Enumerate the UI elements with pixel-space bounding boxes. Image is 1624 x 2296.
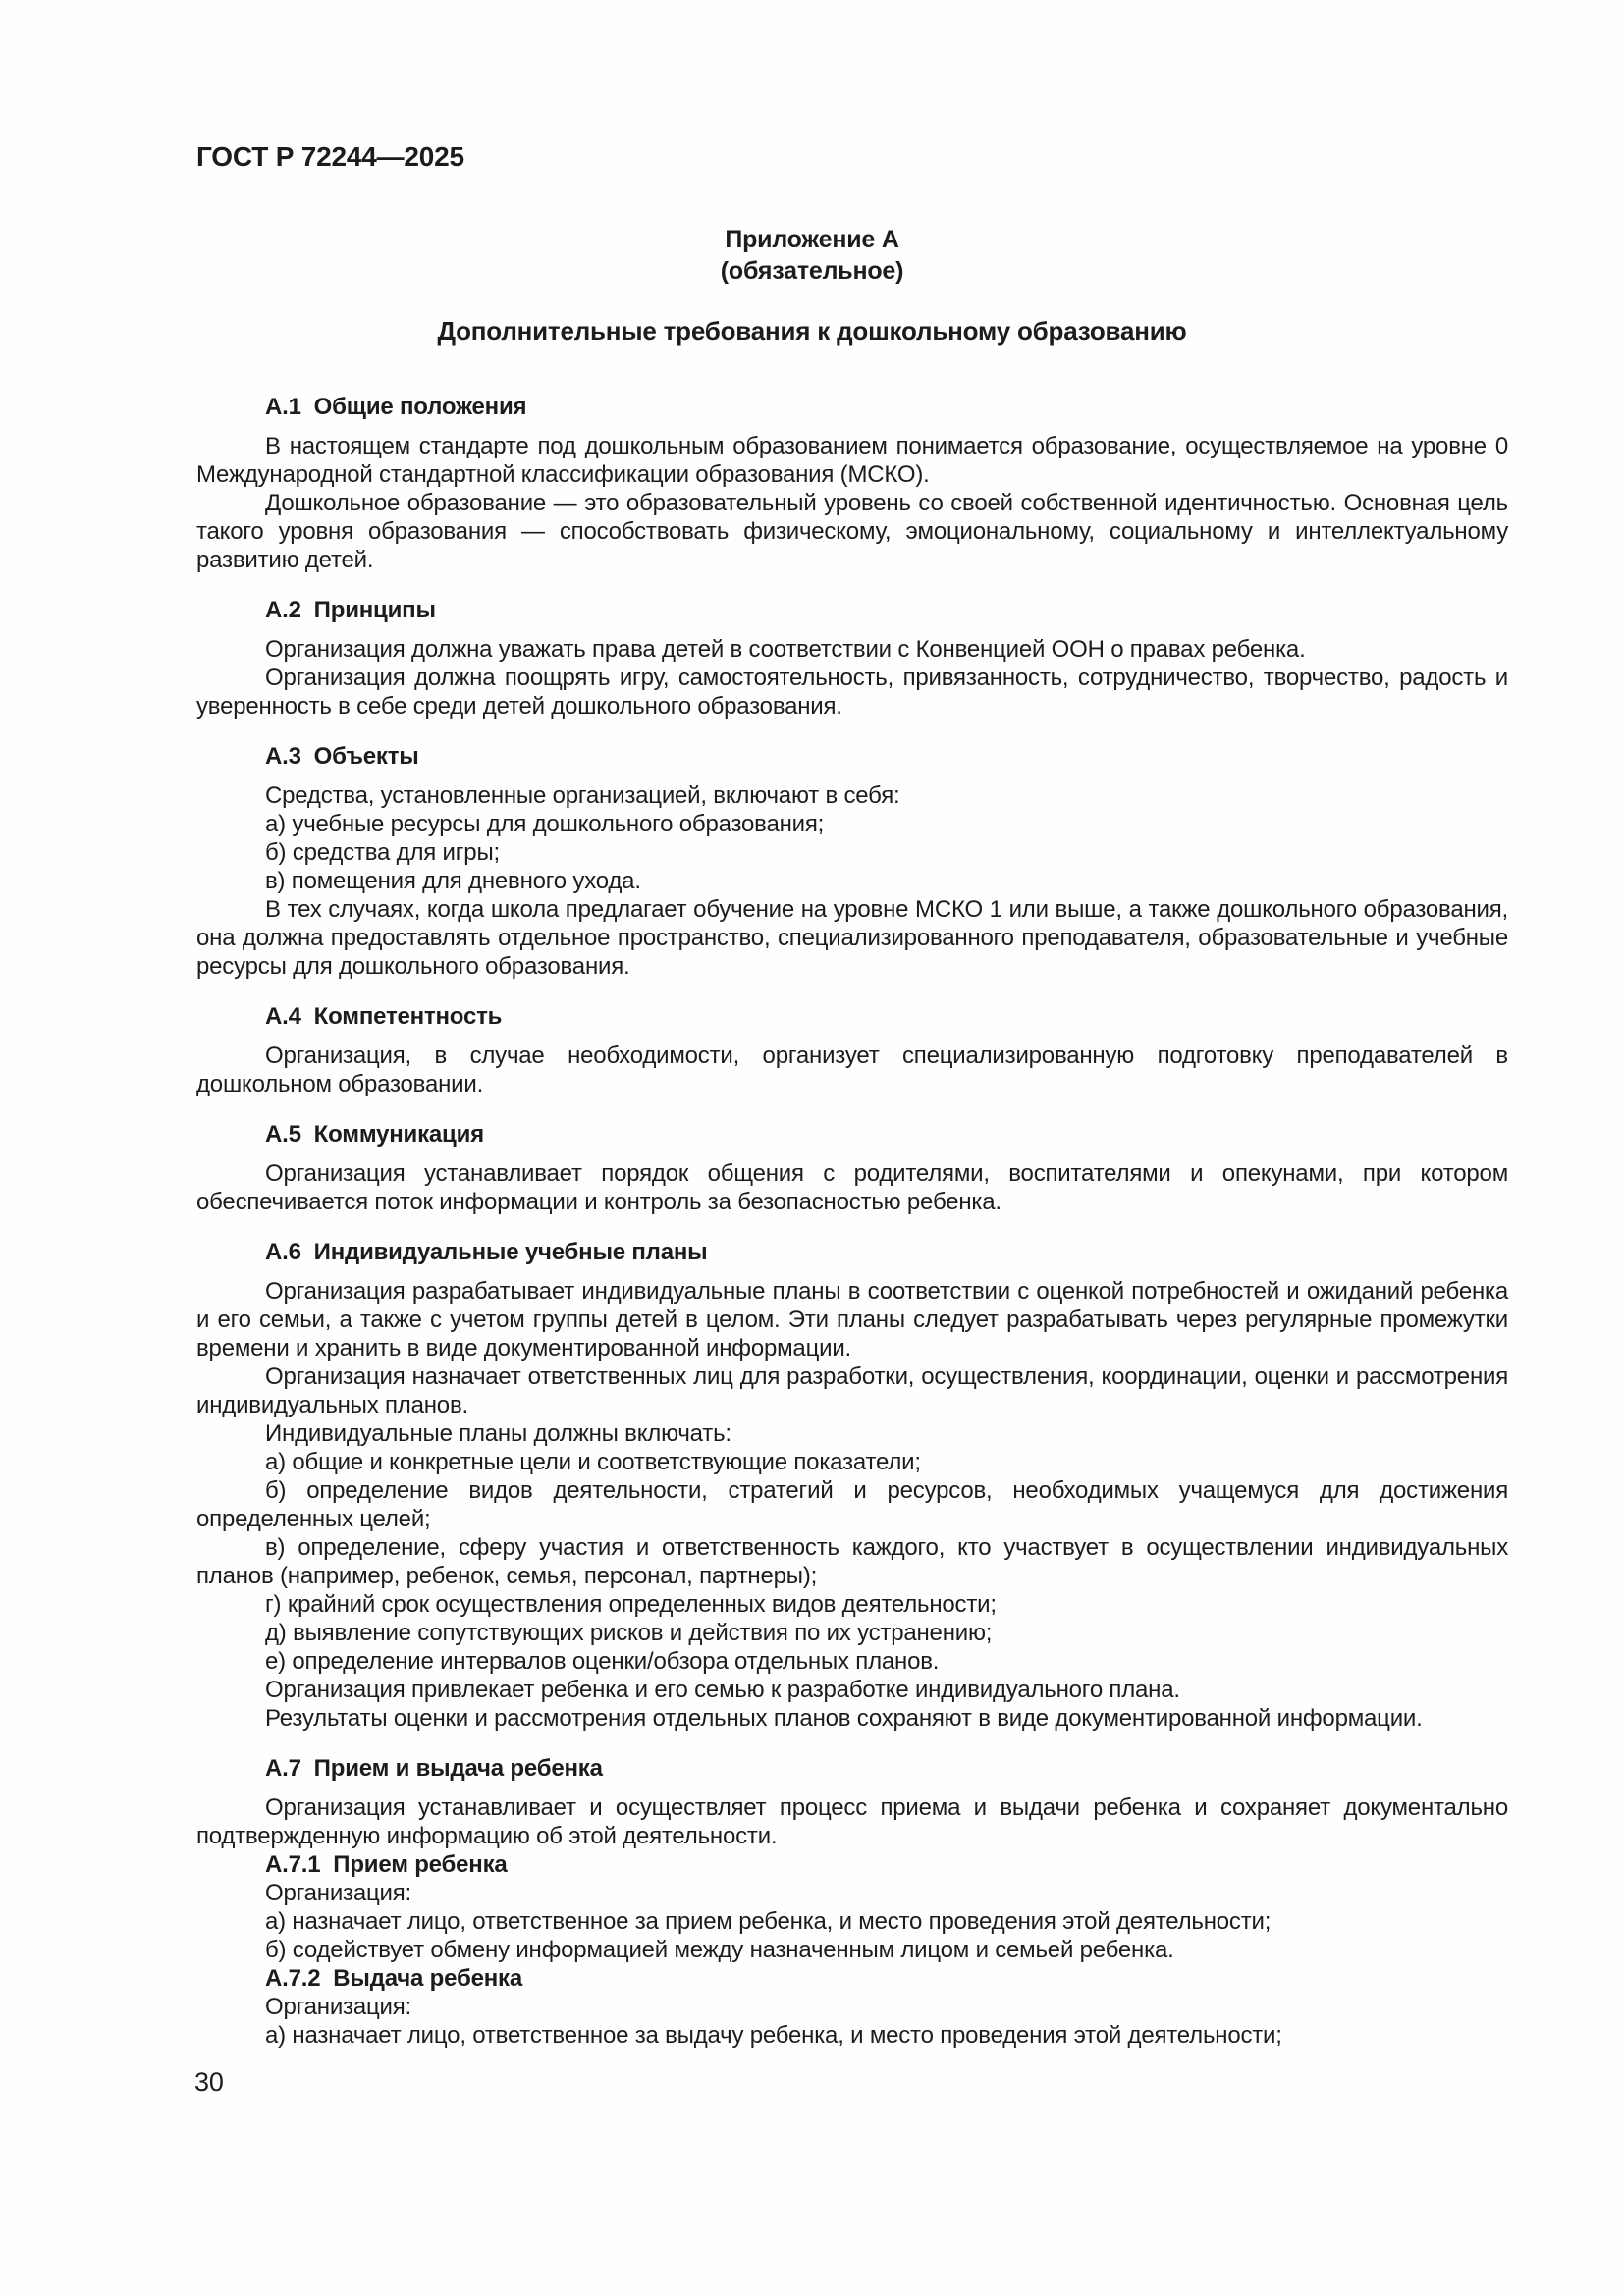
paragraph: Результаты оценки и рассмотрения отдельных планов сохраняют в виде документированной информации. [265,1705,1423,1732]
subsection-heading: А.7.2 Выдача ребенка [265,1965,522,1992]
paragraph: а) общие и конкретные цели и соответствующие показатели; [265,1449,921,1475]
paragraph: в) помещения для дневного ухода. [265,868,641,894]
section-heading: А.2 Принципы [265,597,436,623]
paragraph: В настоящем стандарте под дошкольным образованием понимается образование, осуществляемое на уровне 0 Международной стандартной классификации образования (МСКО). [196,433,1508,488]
paragraph: Организация привлекает ребенка и его семью к разработке индивидуального плана. [265,1677,1180,1703]
section [196,1754,1508,2050]
appendix-type: (обязательное) [720,257,904,285]
paragraph: д) выявление сопутствующих рисков и действия по их устранению; [265,1620,993,1646]
paragraph: Организация должна уважать права детей в соответствии с Конвенцией ООН о правах ребенка. [265,636,1306,663]
paragraph: В тех случаях, когда школа предлагает обучение на уровне МСКО 1 или выше, а также дошкольного образования, она должна предоставлять отдельное пространство, специализированного преподавателя, образовательные и учебные ресурсы для дошкольного образования. [196,896,1508,980]
section-heading: А.4 Компетентность [265,1003,503,1030]
paragraph: Организация устанавливает порядок общения с родителями, воспитателями и опекунами, при котором обеспечивается поток информации и контроль за безопасностью ребенка. [196,1160,1508,1215]
paragraph: б) средства для игры; [265,839,500,866]
paragraph: в) определение, сферу участия и ответственность каждого, кто участвует в осуществлении индивидуальных планов (например, ребенок, семья, персонал, партнеры); [196,1534,1508,1589]
paragraph: Организация назначает ответственных лиц для разработки, осуществления, координации, оценки и рассмотрения индивидуальных планов. [196,1363,1508,1418]
document-body [196,371,1508,2050]
paragraph: б) определение видов деятельности, стратегий и ресурсов, необходимых учащемуся для достижения определенных целей; [196,1477,1508,1532]
section-heading: А.6 Индивидуальные учебные планы [265,1239,708,1265]
paragraph: а) учебные ресурсы для дошкольного образования; [265,811,825,837]
section [196,1120,1508,1216]
section-heading: А.5 Коммуникация [265,1121,484,1148]
appendix-title: Дополнительные требования к дошкольному образованию [437,316,1187,346]
appendix-heading [0,224,1624,287]
section [196,393,1508,574]
subsection-heading: А.7.1 Прием ребенка [265,1851,508,1878]
section-heading: А.1 Общие положения [265,394,527,420]
section [196,596,1508,721]
section [196,1238,1508,1733]
paragraph: Организация, в случае необходимости, организует специализированную подготовку преподавателей в дошкольном образовании. [196,1042,1508,1097]
paragraph: Организация: [265,1994,412,2020]
paragraph: Организация разрабатывает индивидуальные планы в соответствии с оценкой потребностей и ожиданий ребенка и его семьи, а также с учетом группы детей в целом. Эти планы следует разрабатывать через регулярные промежутки времени и хранить в виде документированной информации. [196,1278,1508,1362]
paragraph: а) назначает лицо, ответственное за прием ребенка, и место проведения этой деятельности; [265,1908,1272,1935]
section-heading: А.7 Прием и выдача ребенка [265,1755,603,1782]
paragraph: Организация: [265,1880,412,1906]
paragraph: а) назначает лицо, ответственное за выдачу ребенка, и место проведения этой деятельности; [265,2022,1282,2049]
section [196,742,1508,981]
page-number: 30 [194,2067,224,2097]
appendix-label: Приложение А [725,226,899,253]
paragraph: г) крайний срок осуществления определенных видов деятельности; [265,1591,997,1618]
paragraph: е) определение интервалов оценки/обзора отдельных планов. [265,1648,940,1675]
document-code: ГОСТ Р 72244—2025 [196,141,464,172]
paragraph: б) содействует обмену информацией между назначенным лицом и семьей ребенка. [265,1937,1174,1963]
section-heading: А.3 Объекты [265,743,419,770]
paragraph: Дошкольное образование — это образовательный уровень со своей собственной идентичностью. Основная цель такого уровня образования — способствовать физическому, эмоциональному, социальному и интеллектуальному развитию детей. [196,490,1508,573]
paragraph: Организация устанавливает и осуществляет процесс приема и выдачи ребенка и сохраняет документально подтвержденную информацию об этой деятельности. [196,1794,1508,1849]
paragraph: Средства, установленные организацией, включают в себя: [265,782,900,809]
section [196,1002,1508,1098]
paragraph: Организация должна поощрять игру, самостоятельность, привязанность, сотрудничество, творчество, радость и уверенность в себе среди детей дошкольного образования. [196,665,1508,720]
paragraph: Индивидуальные планы должны включать: [265,1420,731,1447]
